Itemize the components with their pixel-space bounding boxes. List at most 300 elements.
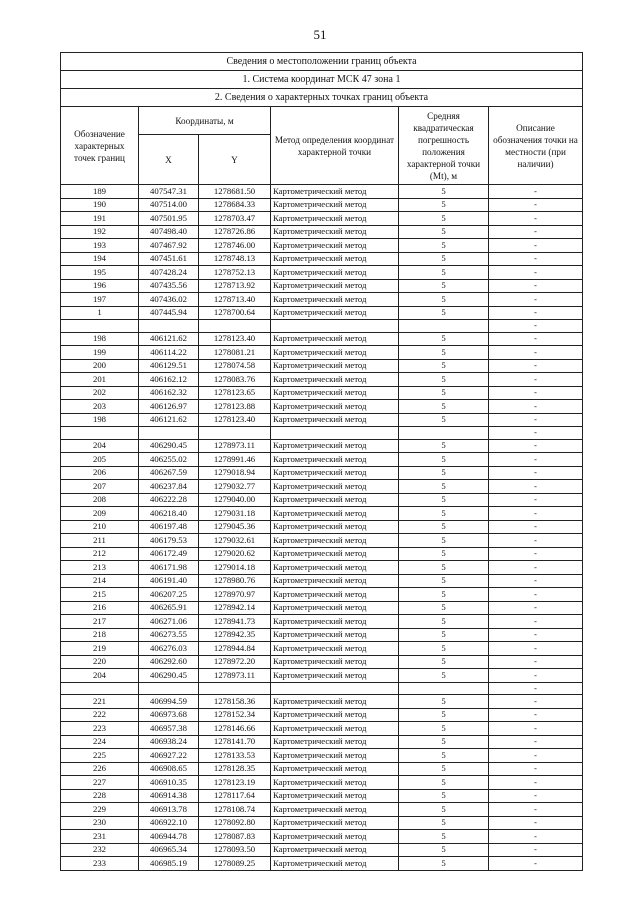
coord-x-cell: 407467.92 (139, 239, 199, 253)
point-number-cell: 216 (61, 601, 139, 615)
point-number-cell: 207 (61, 480, 139, 494)
coord-y-cell: 1278748.13 (199, 252, 271, 266)
coord-y-cell: 1279045.36 (199, 520, 271, 534)
method-cell: Картометрический метод (271, 722, 399, 736)
point-number-cell: 233 (61, 857, 139, 871)
error-cell: 5 (399, 293, 489, 307)
point-number-cell: 223 (61, 722, 139, 736)
point-number-cell: 232 (61, 843, 139, 857)
description-cell: - (489, 225, 583, 239)
coord-x-cell: 406121.62 (139, 332, 199, 346)
method-cell: Картометрический метод (271, 830, 399, 844)
point-number-cell: 224 (61, 735, 139, 749)
method-cell: Картометрический метод (271, 346, 399, 360)
method-cell: Картометрический метод (271, 561, 399, 575)
coord-y-cell: 1278681.50 (199, 185, 271, 199)
point-number-cell: 198 (61, 332, 139, 346)
table-row (61, 413, 583, 427)
method-cell: Картометрический метод (271, 359, 399, 373)
point-number-cell: 211 (61, 534, 139, 548)
description-cell: - (489, 843, 583, 857)
description-cell: - (489, 507, 583, 521)
description-cell: - (489, 857, 583, 871)
header-designation: Обозначение характерных точек границ (61, 107, 139, 185)
coord-x-cell: 406927.22 (139, 749, 199, 763)
coord-x-cell: 406265.91 (139, 601, 199, 615)
method-cell: Картометрический метод (271, 547, 399, 561)
coord-y-cell: 1279020.62 (199, 547, 271, 561)
coord-y-cell: 1278713.92 (199, 279, 271, 293)
table-row (61, 735, 583, 749)
coord-y-cell: 1278123.40 (199, 413, 271, 427)
coord-y-cell: 1278089.25 (199, 857, 271, 871)
coord-y-cell: 1278117.64 (199, 789, 271, 803)
header-coordinates: Координаты, м (139, 107, 271, 135)
description-cell: - (489, 373, 583, 387)
error-cell: 5 (399, 212, 489, 226)
coord-x-cell: 406172.49 (139, 547, 199, 561)
method-cell: Картометрический метод (271, 480, 399, 494)
table-row (61, 507, 583, 521)
method-cell: Картометрический метод (271, 413, 399, 427)
point-number-cell: 229 (61, 803, 139, 817)
table-row (61, 279, 583, 293)
error-cell: 5 (399, 400, 489, 414)
coord-y-cell: 1278074.58 (199, 359, 271, 373)
page-number: 51 (313, 27, 327, 42)
table-row (61, 332, 583, 346)
title-row-2: 1. Система координат МСК 47 зона 1 (61, 71, 583, 89)
coord-x-cell: 407451.61 (139, 252, 199, 266)
description-cell: - (489, 574, 583, 588)
error-cell: 5 (399, 857, 489, 871)
method-cell: Картометрический метод (271, 493, 399, 507)
coord-y-cell (199, 320, 271, 333)
method-cell: Картометрический метод (271, 642, 399, 656)
point-number-cell: 226 (61, 762, 139, 776)
point-number-cell: 201 (61, 373, 139, 387)
table-row (61, 198, 583, 212)
error-cell: 5 (399, 373, 489, 387)
point-number-cell: 230 (61, 816, 139, 830)
coord-y-cell: 1278081.21 (199, 346, 271, 360)
coord-y-cell: 1279018.94 (199, 466, 271, 480)
coord-y-cell: 1278141.70 (199, 735, 271, 749)
coord-y-cell: 1278752.13 (199, 266, 271, 280)
table-row (61, 655, 583, 669)
point-number-cell: 204 (61, 669, 139, 683)
method-cell: Картометрический метод (271, 615, 399, 629)
coord-x-cell: 407547.31 (139, 185, 199, 199)
description-cell: - (489, 480, 583, 494)
table-row (61, 669, 583, 683)
method-cell: Картометрический метод (271, 695, 399, 709)
error-cell: 5 (399, 507, 489, 521)
description-cell: - (489, 601, 583, 615)
coord-x-cell: 407445.94 (139, 306, 199, 320)
error-cell: 5 (399, 735, 489, 749)
coord-y-cell: 1278093.50 (199, 843, 271, 857)
description-cell: - (489, 252, 583, 266)
error-cell: 5 (399, 776, 489, 790)
coord-x-cell (139, 427, 199, 440)
description-cell: - (489, 212, 583, 226)
method-cell: Картометрический метод (271, 857, 399, 871)
coord-x-cell: 406162.12 (139, 373, 199, 387)
coord-y-cell: 1279014.18 (199, 561, 271, 575)
error-cell: 5 (399, 843, 489, 857)
table-row (61, 628, 583, 642)
coord-x-cell: 407435.56 (139, 279, 199, 293)
table-row (61, 359, 583, 373)
point-number-cell: 197 (61, 293, 139, 307)
table-row (61, 642, 583, 656)
error-cell: 5 (399, 561, 489, 575)
coord-x-cell: 406271.06 (139, 615, 199, 629)
header-y: Y (199, 135, 271, 185)
coord-y-cell: 1278941.73 (199, 615, 271, 629)
coord-y-cell: 1278087.83 (199, 830, 271, 844)
coord-x-cell: 406965.34 (139, 843, 199, 857)
table-row (61, 816, 583, 830)
coord-y-cell: 1278123.88 (199, 400, 271, 414)
method-cell: Картометрический метод (271, 601, 399, 615)
method-cell: Картометрический метод (271, 507, 399, 521)
method-cell: Картометрический метод (271, 708, 399, 722)
error-cell: 5 (399, 830, 489, 844)
description-cell: - (489, 789, 583, 803)
method-cell: Картометрический метод (271, 266, 399, 280)
coord-y-cell: 1278726.86 (199, 225, 271, 239)
coord-x-cell: 406218.40 (139, 507, 199, 521)
coord-y-cell: 1278146.66 (199, 722, 271, 736)
point-number-cell: 212 (61, 547, 139, 561)
table-row (61, 857, 583, 871)
error-cell: 5 (399, 574, 489, 588)
error-cell: 5 (399, 749, 489, 763)
table-row (61, 762, 583, 776)
coord-x-cell: 407428.24 (139, 266, 199, 280)
description-cell: - (489, 386, 583, 400)
coord-x-cell: 406290.45 (139, 669, 199, 683)
point-number-cell: 196 (61, 279, 139, 293)
coord-y-cell: 1278123.40 (199, 332, 271, 346)
description-cell: - (489, 816, 583, 830)
method-cell: Картометрический метод (271, 332, 399, 346)
error-cell: 5 (399, 534, 489, 548)
table-row (61, 480, 583, 494)
error-cell: 5 (399, 332, 489, 346)
coord-x-cell: 406129.51 (139, 359, 199, 373)
coord-x-cell: 406994.59 (139, 695, 199, 709)
coord-y-cell: 1278123.65 (199, 386, 271, 400)
method-cell: Картометрический метод (271, 306, 399, 320)
error-cell: 5 (399, 480, 489, 494)
coord-x-cell: 406162.32 (139, 386, 199, 400)
description-cell: - (489, 615, 583, 629)
coord-y-cell: 1278152.34 (199, 708, 271, 722)
point-number-cell: 228 (61, 789, 139, 803)
coord-x-cell: 406292.60 (139, 655, 199, 669)
point-number-cell: 189 (61, 185, 139, 199)
error-cell: 5 (399, 547, 489, 561)
table-row (61, 520, 583, 534)
point-number-cell: 231 (61, 830, 139, 844)
error-cell: 5 (399, 762, 489, 776)
description-cell: - (489, 708, 583, 722)
description-cell: - (489, 185, 583, 199)
method-cell: Картометрический метод (271, 520, 399, 534)
method-cell: Картометрический метод (271, 789, 399, 803)
description-cell: - (489, 830, 583, 844)
method-cell: Картометрический метод (271, 669, 399, 683)
error-cell: 5 (399, 413, 489, 427)
coord-x-cell: 406913.78 (139, 803, 199, 817)
point-number-cell: 227 (61, 776, 139, 790)
error-cell: 5 (399, 386, 489, 400)
point-number-cell: 190 (61, 198, 139, 212)
description-cell: - (489, 293, 583, 307)
coord-y-cell: 1278123.19 (199, 776, 271, 790)
method-cell: Картометрический метод (271, 185, 399, 199)
error-cell: 5 (399, 588, 489, 602)
coord-x-cell: 406914.38 (139, 789, 199, 803)
coord-x-cell: 406121.62 (139, 413, 199, 427)
method-cell: Картометрический метод (271, 776, 399, 790)
description-cell: - (489, 306, 583, 320)
method-cell: Картометрический метод (271, 225, 399, 239)
point-number-cell: 192 (61, 225, 139, 239)
coord-x-cell: 406985.19 (139, 857, 199, 871)
coord-x-cell: 407498.40 (139, 225, 199, 239)
coord-y-cell: 1278942.14 (199, 601, 271, 615)
description-cell: - (489, 749, 583, 763)
point-number-cell: 191 (61, 212, 139, 226)
error-cell: 5 (399, 198, 489, 212)
point-number-cell: 193 (61, 239, 139, 253)
coord-y-cell (199, 427, 271, 440)
coord-y-cell: 1278083.76 (199, 373, 271, 387)
method-cell: Картометрический метод (271, 400, 399, 414)
description-cell: - (489, 561, 583, 575)
description-cell: - (489, 762, 583, 776)
table-row (61, 682, 583, 695)
coord-y-cell: 1279032.61 (199, 534, 271, 548)
coord-x-cell (139, 320, 199, 333)
point-number-cell: 209 (61, 507, 139, 521)
point-number-cell: 220 (61, 655, 139, 669)
error-cell: 5 (399, 185, 489, 199)
error-cell: 5 (399, 803, 489, 817)
table-row (61, 561, 583, 575)
description-cell: - (489, 346, 583, 360)
coord-x-cell: 406267.59 (139, 466, 199, 480)
point-number-cell: 225 (61, 749, 139, 763)
description-cell: - (489, 803, 583, 817)
table-row (61, 252, 583, 266)
point-number-cell: 214 (61, 574, 139, 588)
method-cell: Картометрический метод (271, 453, 399, 467)
coord-x-cell: 406944.78 (139, 830, 199, 844)
error-cell: 5 (399, 493, 489, 507)
title-row-3: 2. Сведения о характерных точках границ объекта (61, 89, 583, 107)
coord-y-cell: 1278158.36 (199, 695, 271, 709)
coord-x-cell: 407514.00 (139, 198, 199, 212)
description-cell: - (489, 722, 583, 736)
method-cell: Картометрический метод (271, 749, 399, 763)
coord-y-cell: 1278991.46 (199, 453, 271, 467)
point-number-cell: 204 (61, 439, 139, 453)
point-number-cell: 208 (61, 493, 139, 507)
coord-x-cell: 406255.02 (139, 453, 199, 467)
error-cell (399, 320, 489, 333)
error-cell: 5 (399, 306, 489, 320)
coord-y-cell: 1279031.18 (199, 507, 271, 521)
header-error: Средняя квадратическая погрешность положения характерной точки (Mt), м (399, 107, 489, 185)
coord-y-cell: 1278700.64 (199, 306, 271, 320)
error-cell: 5 (399, 669, 489, 683)
error-cell: 5 (399, 695, 489, 709)
table-row (61, 601, 583, 615)
description-cell: - (489, 520, 583, 534)
coord-x-cell: 406910.35 (139, 776, 199, 790)
coord-y-cell: 1278092.80 (199, 816, 271, 830)
table-row (61, 400, 583, 414)
point-number-cell: 217 (61, 615, 139, 629)
error-cell: 5 (399, 789, 489, 803)
error-cell: 5 (399, 346, 489, 360)
point-number-cell: 202 (61, 386, 139, 400)
coord-y-cell: 1278133.53 (199, 749, 271, 763)
point-number-cell: 221 (61, 695, 139, 709)
header-x: X (139, 135, 199, 185)
method-cell (271, 427, 399, 440)
description-cell: - (489, 655, 583, 669)
method-cell: Картометрический метод (271, 373, 399, 387)
point-number-cell: 218 (61, 628, 139, 642)
table-row (61, 588, 583, 602)
table-row (61, 547, 583, 561)
point-number-cell: 219 (61, 642, 139, 656)
coord-x-cell (139, 682, 199, 695)
coord-x-cell: 406938.24 (139, 735, 199, 749)
coord-x-cell: 406290.45 (139, 439, 199, 453)
error-cell: 5 (399, 642, 489, 656)
coord-y-cell: 1278972.20 (199, 655, 271, 669)
description-cell: - (489, 413, 583, 427)
coord-y-cell: 1279032.77 (199, 480, 271, 494)
coord-y-cell: 1278713.40 (199, 293, 271, 307)
coord-y-cell: 1278746.00 (199, 239, 271, 253)
error-cell: 5 (399, 722, 489, 736)
error-cell: 5 (399, 225, 489, 239)
point-number-cell: 222 (61, 708, 139, 722)
table-row (61, 830, 583, 844)
table-row (61, 789, 583, 803)
description-cell: - (489, 359, 583, 373)
table-row (61, 439, 583, 453)
table-row (61, 427, 583, 440)
table-row (61, 293, 583, 307)
method-cell: Картометрический метод (271, 439, 399, 453)
error-cell: 5 (399, 239, 489, 253)
method-cell: Картометрический метод (271, 534, 399, 548)
coord-y-cell: 1278973.11 (199, 439, 271, 453)
coord-y-cell: 1278128.35 (199, 762, 271, 776)
point-number-cell: 203 (61, 400, 139, 414)
point-number-cell: 206 (61, 466, 139, 480)
error-cell: 5 (399, 628, 489, 642)
error-cell: 5 (399, 816, 489, 830)
table-row (61, 722, 583, 736)
coord-x-cell: 407436.02 (139, 293, 199, 307)
coord-x-cell: 406222.28 (139, 493, 199, 507)
method-cell: Картометрический метод (271, 628, 399, 642)
description-cell: - (489, 198, 583, 212)
coord-y-cell: 1278108.74 (199, 803, 271, 817)
description-cell: - (489, 588, 583, 602)
method-cell (271, 682, 399, 695)
table-row (61, 466, 583, 480)
method-cell: Картометрический метод (271, 655, 399, 669)
method-cell (271, 320, 399, 333)
point-number-cell: 200 (61, 359, 139, 373)
description-cell: - (489, 332, 583, 346)
method-cell: Картометрический метод (271, 279, 399, 293)
error-cell: 5 (399, 655, 489, 669)
coord-x-cell: 407501.95 (139, 212, 199, 226)
method-cell: Картометрический метод (271, 239, 399, 253)
point-number-cell: 1 (61, 306, 139, 320)
point-number-cell: 215 (61, 588, 139, 602)
method-cell: Картометрический метод (271, 198, 399, 212)
table-row (61, 843, 583, 857)
method-cell: Картометрический метод (271, 386, 399, 400)
point-number-cell: 213 (61, 561, 139, 575)
table-row (61, 493, 583, 507)
description-cell: - (489, 669, 583, 683)
error-cell: 5 (399, 279, 489, 293)
coord-x-cell: 406922.10 (139, 816, 199, 830)
description-cell: - (489, 466, 583, 480)
point-number-cell: 194 (61, 252, 139, 266)
coord-x-cell: 406276.03 (139, 642, 199, 656)
table-row (61, 225, 583, 239)
coord-y-cell: 1278980.76 (199, 574, 271, 588)
error-cell: 5 (399, 439, 489, 453)
coord-x-cell: 406126.97 (139, 400, 199, 414)
error-cell: 5 (399, 708, 489, 722)
method-cell: Картометрический метод (271, 816, 399, 830)
error-cell: 5 (399, 359, 489, 373)
header-method: Метод определения координат характерной точки (271, 107, 399, 185)
point-number-cell (61, 682, 139, 695)
description-cell: - (489, 239, 583, 253)
description-cell: - (489, 427, 583, 440)
coord-x-cell: 406237.84 (139, 480, 199, 494)
table-row (61, 776, 583, 790)
error-cell: 5 (399, 453, 489, 467)
method-cell: Картометрический метод (271, 762, 399, 776)
error-cell: 5 (399, 466, 489, 480)
description-cell: - (489, 320, 583, 333)
table-row (61, 615, 583, 629)
method-cell: Картометрический метод (271, 735, 399, 749)
coord-x-cell: 406273.55 (139, 628, 199, 642)
method-cell: Картометрический метод (271, 574, 399, 588)
table-row (61, 320, 583, 333)
error-cell: 5 (399, 615, 489, 629)
